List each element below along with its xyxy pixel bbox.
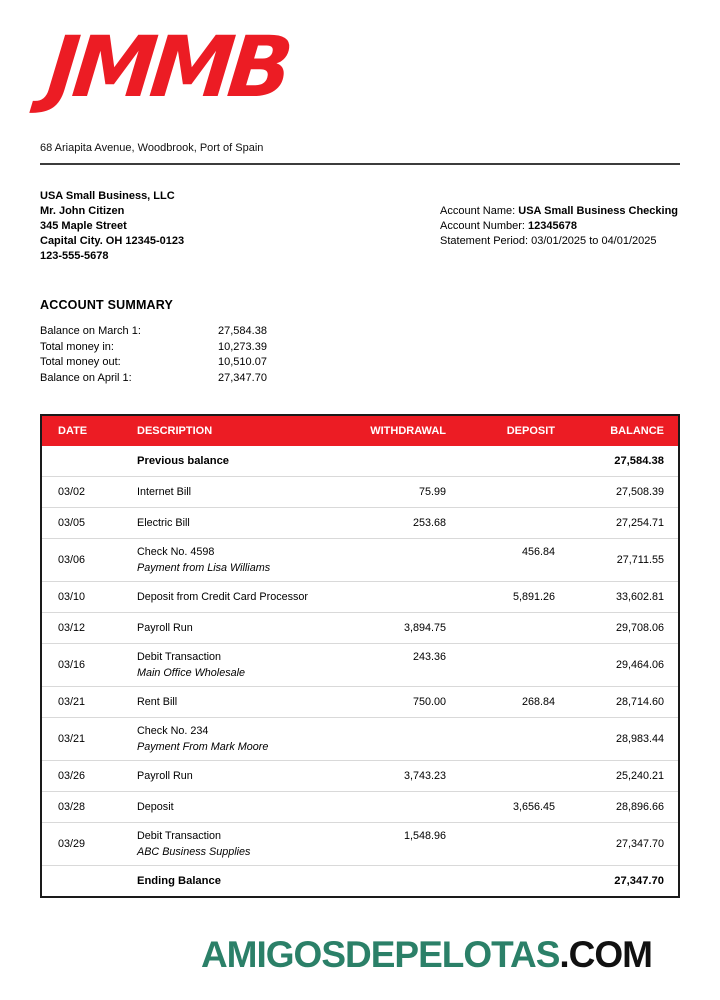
cell-deposit: [462, 761, 559, 792]
cell-balance: 28,896.66: [615, 801, 664, 813]
cell-withdrawal: 1,548.96: [403, 830, 446, 842]
cell-deposit: 268.84: [521, 696, 555, 708]
cell-description: [137, 792, 330, 823]
account-name-row: [440, 204, 680, 219]
account-number-value: 12345678: [528, 220, 577, 232]
cell-date: 03/02: [58, 486, 86, 498]
account-number-label: Account Number:: [440, 220, 529, 232]
description-text: Payroll Run: [137, 622, 193, 634]
cell-balance: 25,240.21: [615, 770, 664, 782]
cell-description: [137, 866, 330, 898]
cell-withdrawal: [330, 718, 462, 761]
customer-line: 345 Maple Street: [40, 220, 127, 232]
cell-description: [137, 477, 330, 508]
description-subtext: Payment from Lisa Williams: [137, 562, 271, 574]
account-name-label: Account Name:: [440, 205, 519, 217]
cell-balance: 27,254.71: [615, 517, 664, 529]
cell-date: 03/12: [58, 622, 86, 634]
cell-date: 03/10: [58, 591, 86, 603]
description-text: Check No. 234: [137, 725, 209, 737]
table-row: [41, 477, 679, 508]
cell-description: [137, 539, 330, 582]
statement-period-value: 03/01/2025 to 04/01/2025: [531, 235, 657, 247]
cell-withdrawal: 3,743.23: [403, 770, 446, 782]
cell-balance: 28,983.44: [615, 733, 664, 745]
table-row: [41, 718, 679, 761]
cell-description: [137, 761, 330, 792]
cell-withdrawal: 750.00: [412, 696, 446, 708]
cell-deposit: [462, 508, 559, 539]
jmmb-logo-text: JMMB: [42, 18, 292, 116]
description-subtext: Main Office Wholesale: [137, 667, 246, 679]
cell-deposit: 5,891.26: [512, 591, 555, 603]
cell-description: [137, 644, 330, 687]
account-summary-title: ACCOUNT SUMMARY: [40, 298, 174, 312]
footer-brand: [201, 934, 652, 976]
header-withdrawal: WITHDRAWAL: [330, 415, 462, 446]
cell-withdrawal: [330, 866, 462, 898]
header-description: DESCRIPTION: [137, 415, 330, 446]
cell-deposit: [462, 644, 559, 687]
account-number-row: [440, 219, 680, 234]
cell-withdrawal: [330, 792, 462, 823]
cell-description: [137, 823, 330, 866]
cell-withdrawal: [330, 539, 462, 582]
cell-deposit: [462, 446, 559, 477]
cell-deposit: 3,656.45: [512, 801, 555, 813]
table-row: [41, 582, 679, 613]
cell-balance: 27,347.70: [614, 875, 664, 887]
cell-withdrawal: 3,894.75: [403, 622, 446, 634]
customer-line: 123-555-5678: [40, 250, 109, 262]
description-text: Electric Bill: [137, 517, 190, 529]
cell-withdrawal: [330, 446, 462, 477]
cell-description: [137, 582, 330, 613]
cell-deposit: [462, 477, 559, 508]
summary-value: 27,584.38: [218, 325, 267, 337]
cell-deposit: [462, 718, 559, 761]
cell-withdrawal: 253.68: [412, 517, 446, 529]
table-row: [41, 687, 679, 718]
description-text: Rent Bill: [137, 696, 178, 708]
description-text: Debit Transaction: [137, 651, 222, 663]
footer-brand-name: AMIGOSDEPELOTAS: [200, 934, 560, 975]
header-deposit: DEPOSIT: [462, 415, 559, 446]
description-text: Ending Balance: [137, 875, 221, 887]
summary-row: [40, 340, 680, 356]
account-name-value: USA Small Business Checking: [518, 205, 679, 217]
summary-row: [40, 355, 680, 371]
table-row: [41, 761, 679, 792]
cell-date: 03/29: [58, 838, 86, 850]
table-row: [41, 539, 679, 582]
summary-value: 27,347.70: [218, 371, 267, 384]
transactions-header: [41, 415, 679, 446]
description-subtext: Payment From Mark Moore: [137, 741, 269, 753]
cell-date: 03/21: [58, 696, 86, 708]
customer-line: Capital City. OH 12345-0123: [40, 235, 185, 247]
cell-date: 03/26: [58, 770, 86, 782]
cell-deposit: [462, 866, 559, 898]
cell-balance: 27,711.55: [616, 554, 664, 566]
table-row: [41, 644, 679, 687]
description-text: Payroll Run: [137, 770, 193, 782]
description-text: Deposit: [137, 801, 174, 813]
transactions-body: [41, 446, 679, 897]
cell-date: [41, 446, 137, 477]
cell-balance: 27,584.38: [614, 455, 664, 467]
summary-row: [40, 371, 680, 387]
footer-brand-tld: .COM: [559, 934, 652, 975]
table-row: [41, 792, 679, 823]
table-row: [41, 613, 679, 644]
cell-withdrawal: 243.36: [412, 651, 446, 663]
summary-value: 10,273.39: [218, 340, 267, 353]
statement-period-label: Statement Period:: [440, 235, 532, 247]
customer-line: Mr. John Citizen: [40, 205, 125, 217]
table-row: [41, 866, 679, 898]
cell-date: 03/05: [58, 517, 86, 529]
table-row: [41, 446, 679, 477]
summary-label: Total money in:: [40, 340, 114, 353]
cell-date: 03/16: [58, 659, 86, 671]
cell-withdrawal: [330, 582, 462, 613]
cell-date: 03/28: [58, 801, 86, 813]
cell-deposit: [462, 613, 559, 644]
summary-row: [40, 324, 680, 340]
cell-description: [137, 718, 330, 761]
cell-balance: 29,464.06: [615, 659, 664, 671]
account-info-block: [440, 189, 680, 264]
summary-value: 10,510.07: [218, 356, 267, 368]
cell-balance: 27,508.39: [615, 486, 664, 498]
statement-page: [40, 0, 680, 1000]
cell-description: [137, 446, 330, 477]
customer-line: USA Small Business, LLC: [40, 190, 175, 202]
cell-date: 03/06: [58, 554, 86, 566]
summary-label: Balance on March 1:: [40, 325, 141, 337]
table-row: [41, 508, 679, 539]
account-summary: [40, 324, 680, 386]
info-section: [40, 189, 680, 264]
description-text: Internet Bill: [137, 486, 192, 498]
cell-deposit: [462, 823, 559, 866]
header-divider: [40, 163, 680, 165]
header-balance: BALANCE: [559, 415, 679, 446]
bank-logo: [40, 18, 680, 130]
description-subtext: ABC Business Supplies: [137, 846, 251, 858]
statement-period-row: [440, 234, 680, 249]
cell-description: [137, 687, 330, 718]
cell-description: [137, 613, 330, 644]
cell-balance: 28,714.60: [615, 696, 664, 708]
description-text: Deposit from Credit Card Processor: [137, 591, 309, 603]
summary-label: Total money out:: [40, 356, 121, 368]
cell-date: 03/21: [58, 733, 86, 745]
table-row: [41, 823, 679, 866]
cell-deposit: 456.84: [521, 546, 555, 558]
bank-address: 68 Ariapita Avenue, Woodbrook, Port of Spain: [40, 142, 264, 154]
transactions-table: [40, 414, 680, 898]
cell-balance: 33,602.81: [615, 591, 664, 603]
cell-description: [137, 508, 330, 539]
customer-address-block: [40, 189, 184, 264]
cell-withdrawal: 75.99: [418, 486, 446, 498]
header-row: [41, 415, 679, 446]
cell-balance: 27,347.70: [615, 838, 664, 850]
cell-balance: 29,708.06: [615, 622, 664, 634]
description-text: Check No. 4598: [137, 546, 215, 558]
description-text: Previous balance: [137, 455, 230, 467]
summary-label: Balance on April 1:: [40, 371, 132, 384]
description-text: Debit Transaction: [137, 830, 222, 842]
cell-date: [41, 866, 137, 898]
header-date: DATE: [41, 415, 137, 446]
